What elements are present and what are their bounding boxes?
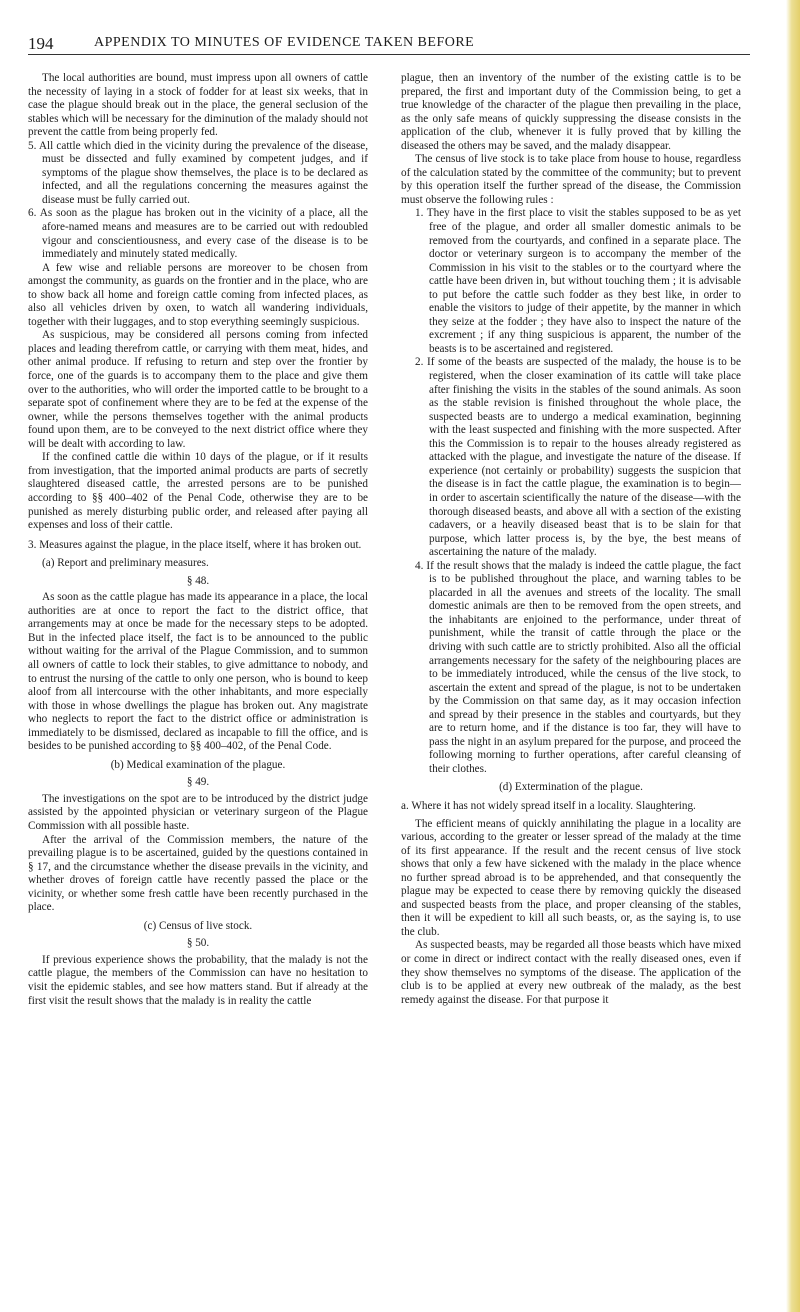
paragraph: The local authorities are bound, must impress upon all owners of cattle the necessity of laying in a stock of fodder for at least six weeks, that in case the plague should break out in the place, the general seclusion of the stables which will be necessary for the diminution of the malady should not prevent the cattle from being properly fed. — [28, 72, 368, 139]
paragraph: After the arrival of the Commission members, the nature of the prevailing plague is to be ascertained, guided by the questions contained in § 17, and the circumstance whether the disease prevails in the vicinity, and whether droves of foreign cattle have recently passed the place or the vicinity, or whether some fresh cattle have been recently purchased in the place. — [28, 833, 368, 914]
paragraph: The efficient means of quickly annihilating the plague in a locality are various, according to the greater or lesser spread of the malady at the time of its first appearance. If the result and the recent census of live stock shows that only a few have sickened with the malady in the place whence no further spread abroad is to be apprehended, and that consequently the plague may be expected to cease there by removing quickly the diseased and suspected beasts from the place, and proper cleansing of the stables, then it will be expedient to kill all such beasts, or, as the saying is, to use the club. — [401, 817, 741, 938]
page-header — [28, 32, 750, 55]
numbered-rule-2: 2. If some of the beasts are suspected of the malady, the house is to be registered, when the closer examination of its cattle will take place after finishing the visits in the stables of the sound animals. As soon as the stable revision is finished throughout the whole place, the suspected beasts are to undergo a medical examination, beginning with the least suspected and finishing with the more suspected. After this the Commission is to repair to the houses already registered as attacked with the plague, and investigate the nature of the disease. If experience (not certainly or probability) suggests the suspicion that the disease is in fact the cattle plague, the examination is to begin—in order to ascertain scientifically the nature of the disease—with the thorough diseased beasts, and above all with a section of the existing cadavers, or a heavily diseased beast that is to be slain for that purpose, which latter process is, by the bye, the best means of ascertaining the nature of the malady. — [415, 356, 741, 559]
numbered-paragraph-6: 6. As soon as the plague has broken out in the vicinity of a place, all the afore-named means and measures are to be carried out with redoubled vigour and conscientiousness, and every case of the disease is to be immediately and minutely stated medically. — [28, 207, 368, 261]
paragraph: As soon as the cattle plague has made its appearance in a place, the local authorities are at once to report the fact to the district office, that arrangements may at once be made for the necessary steps to be adopted. But in the infected place itself, the fact is to be announced to the public without waiting for the arrival of the Plague Commission, and to summon all owners of cattle to lock their stables, to give admittance to nobody, and to entrust the nursing of the cattle to only one person, who is bound to keep aloof from all intercourse with the other inhabitants, and more especially with those in whose dwellings the plague has broken out. Any magistrate who neglects to report the fact to the district office or administration is immediately to be dismissed, declared as incapable to fill the office, and is besides to be punished according to §§ 400–402, of the Penal Code. — [28, 591, 368, 753]
numbered-paragraph-5: 5. All cattle which died in the vicinity during the prevalence of the disease, must be dissected and fully examined by competent judges, and if symptoms of the plague show themselves, the place is to be declared as infected, and all the regulations concerning the measures against the disease must be fully carried out. — [28, 139, 368, 206]
section-mark-48: § 48. — [186, 574, 210, 587]
paragraph: As suspicious, may be considered all persons coming from infected places and leading therefrom cattle, or carrying with them meat, hides, and other animal produce. If refusing to return and step over the frontier by force, one of the guards is to accompany them to the place and give them over to the authorities, who will order the imported cattle to be brought to a separate spot of confinement where they are to be fed at the expense of the owner, while the persons themselves together with the animal products found upon them, are to be conveyed to the next district office where they will be dealt with according to law. — [28, 329, 368, 450]
paragraph: The census of live stock is to take place from house to house, regardless of the calculation stated by the committee of the community; but to prevent by this operation itself the further spread of the disease, the Commission must observe the following rules : — [401, 153, 741, 206]
running-head: APPENDIX TO MINUTES OF EVIDENCE TAKEN BEFORE — [94, 35, 475, 50]
numbered-rule-4: 4. If the result shows that the malady is indeed the cattle plague, the fact is to be published throughout the place, and warning tables to be placarded in all the avenues and streets of the locality. The small domestic animals are then to be removed from the open streets, and the inhabitants are enjoined to the performance, under threat of punishment, while the transit of cattle through the place or the driving with such cattle are to strictly prohibited. Also all the official arrangements necessary for the safety of the neighbouring places are to be immediately introduced, while the census of the live stock, to ascertain the extent and spread of the plague, is not to be undertaken by the Commission on that same day, as it may occasion infection and spread by their presence in the stables and courtyards, but they are to return home, and if the distance is too far, they will have to pass the night in an asylum prepared for the purpose, and proceed the following morning to further operations, after careful cleansing of their clothes. — [415, 559, 741, 775]
paragraph: plague, then an inventory of the number of the existing cattle is to be prepared, the first and important duty of the Commission being, to get a true knowledge of the character of the plague then prevailing in the place, as the only safe means of quickly suppressing the disease consists in the application of the club, whenever it is fully proved that by killing the diseased the others may be saved, and the malady disappear. — [401, 72, 741, 152]
subsection-heading-c: (c) Census of live stock. — [143, 919, 253, 932]
subsection-heading-d: (d) Extermination of the plague. — [499, 781, 643, 794]
right-column — [401, 72, 741, 1007]
left-column — [28, 72, 368, 1008]
page-edge-shading — [786, 0, 800, 1312]
page-number: 194 — [28, 34, 54, 53]
paragraph: The investigations on the spot are to be introduced by the district judge assisted by the appointed physician or veterinary surgeon of the Plague Commission with all possible haste. — [28, 792, 368, 832]
paragraph: As suspected beasts, may be regarded all those beasts which have mixed or come in direct or indirect contact with the really diseased ones, even if they show themselves no symptoms of the disease. The application of the club is to be applied at every new outbreak of the malady, as the best remedy against the disease. For that purpose it — [401, 939, 741, 1006]
subsection-heading-slaughtering: a. Where it has not widely spread itself in a locality. Slaughtering. — [401, 799, 696, 812]
section-mark-50: § 50. — [186, 937, 210, 950]
paragraph: A few wise and reliable persons are moreover to be chosen from amongst the community, as guards on the frontier and in the place, who are to show back all home and foreign cattle coming from infected places, as also all vehicles driven by oxen, to watch all wandering individuals, together with their luggages, and to stop everything seemingly suspicious. — [28, 261, 368, 328]
paragraph: If the confined cattle die within 10 days of the plague, or if it results from investigation, that the imported animal products are parts of secretly slaughtered diseased cattle, the arrested persons are to be punished according to §§ 400–402 of the Penal Code, otherwise they are to be punished as merely disturbing public order, and released after paying all expenses and loss of their cattle. — [28, 451, 368, 532]
section-heading-3: 3. Measures against the plague, in the place itself, where it has broken out. — [28, 538, 362, 551]
subsection-heading-b: (b) Medical examination of the plague. — [110, 758, 286, 771]
numbered-rule-1: 1. They have in the first place to visit the stables supposed to be as yet free of the plague, and order all smaller domestic animals to be removed from the courtyards, and confined in a separate place. The doctor or veterinary surgeon is to accompany the member of the Commission in his visit to the stables or to the courtyard where the cattle have been driven in, but without touching them ; it is advisable to put before the cattle such fodder as they best like, in order to enable the visitors to judge of their appetite, by the manner in which they seize at the fodder ; they have also to inspect the nature of the excrement ; if any thing suspicious is apparent, the number of the beasts is to be ascertained and registered. — [415, 207, 741, 355]
section-mark-49: § 49. — [186, 776, 210, 789]
subsection-heading-a: (a) Report and preliminary measures. — [42, 557, 209, 570]
paragraph: If previous experience shows the probability, that the malady is not the cattle plague, the members of the Commission can have no hesitation to visit the epidemic stables, and see how matters stand. But if already at the first visit the result shows that the malady is in reality the cattle — [28, 953, 368, 1007]
